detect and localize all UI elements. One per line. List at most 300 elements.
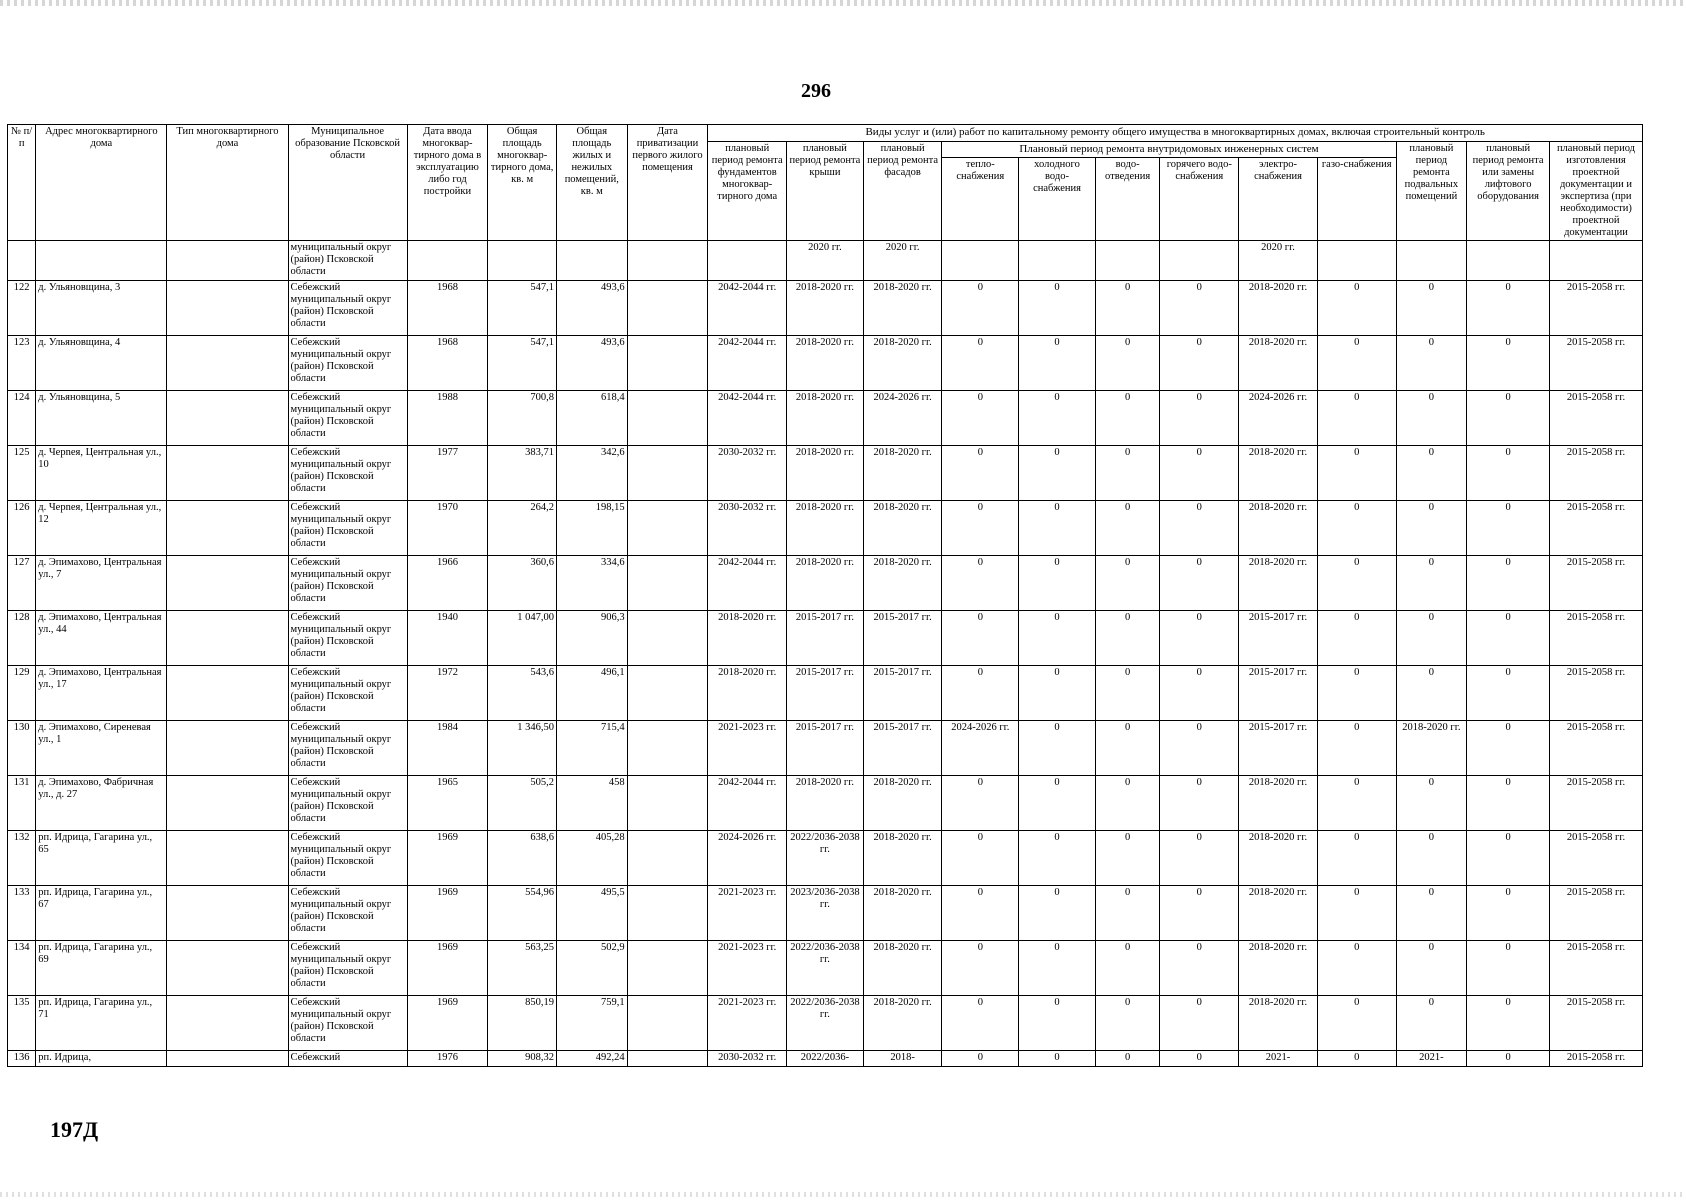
cell-num: 124 <box>8 391 36 446</box>
cell-living-area: 906,3 <box>556 611 627 666</box>
cell-sewerage: 0 <box>1095 556 1160 611</box>
cell-type <box>167 886 288 941</box>
cell-heating: 0 <box>942 666 1019 721</box>
cell-cold-water: 0 <box>1019 611 1096 666</box>
cell-sewerage: 0 <box>1095 611 1160 666</box>
header-basement: плановый период ремонта подвальных помещений <box>1396 142 1467 241</box>
header-services-group: Виды услуг и (или) работ по капитальному ремонту общего имущества в многоквартирных домах, включая строительный контроль <box>708 125 1643 142</box>
cell-roof: 2018-2020 гг. <box>787 281 864 336</box>
cell-hot-water <box>1160 241 1239 281</box>
cell-foundation: 2021-2023 гг. <box>708 721 787 776</box>
cell-address: д. Черneя, Центральная ул., 10 <box>36 446 167 501</box>
cell-hot-water: 0 <box>1160 336 1239 391</box>
cell-hot-water: 0 <box>1160 666 1239 721</box>
cell-gas: 0 <box>1317 776 1396 831</box>
cell-roof: 2015-2017 гг. <box>787 611 864 666</box>
cell-foundation: 2021-2023 гг. <box>708 886 787 941</box>
table-header <box>8 125 1643 241</box>
cell-facade: 2018-2020 гг. <box>863 446 942 501</box>
cell-num: 123 <box>8 336 36 391</box>
cell-elevator: 0 <box>1467 941 1550 996</box>
cell-gas: 0 <box>1317 831 1396 886</box>
cell-cold-water <box>1019 241 1096 281</box>
cell-foundation: 2024-2026 гг. <box>708 831 787 886</box>
cell-sewerage: 0 <box>1095 776 1160 831</box>
cell-total-area: 1 047,00 <box>488 611 557 666</box>
cell-address: д. Ульяновщина, 4 <box>36 336 167 391</box>
cell-municipality: Себежский муниципальный округ (район) Псковской области <box>288 666 407 721</box>
header-electricity: электро-снабжения <box>1239 158 1318 241</box>
cell-total-area: 264,2 <box>488 501 557 556</box>
cell-living-area: 492,24 <box>556 1051 627 1067</box>
cell-living-area: 759,1 <box>556 996 627 1051</box>
cell-elevator: 0 <box>1467 1051 1550 1067</box>
cell-roof: 2018-2020 гг. <box>787 501 864 556</box>
cell-type <box>167 721 288 776</box>
cell-cold-water: 0 <box>1019 1051 1096 1067</box>
cell-basement: 0 <box>1396 556 1467 611</box>
header-gas: газо-снабжения <box>1317 158 1396 241</box>
cell-living-area: 458 <box>556 776 627 831</box>
table-row <box>8 776 1643 831</box>
cell-roof: 2023/2036-2038 гг. <box>787 886 864 941</box>
cell-foundation: 2042-2044 гг. <box>708 776 787 831</box>
cell-cold-water: 0 <box>1019 391 1096 446</box>
cell-heating: 0 <box>942 391 1019 446</box>
cell-design-docs: 2015-2058 гг. <box>1549 446 1642 501</box>
cell-basement: 0 <box>1396 281 1467 336</box>
cell-sewerage: 0 <box>1095 996 1160 1051</box>
table-row <box>8 996 1643 1051</box>
cell-electricity: 2015-2017 гг. <box>1239 611 1318 666</box>
header-commission-date: Дата ввода многоквар-тирного дома в эксплуатацию либо год постройки <box>407 125 488 241</box>
cell-gas: 0 <box>1317 556 1396 611</box>
cell-year: 1969 <box>407 831 488 886</box>
cell-hot-water: 0 <box>1160 446 1239 501</box>
cell-total-area: 563,25 <box>488 941 557 996</box>
page-number: 296 <box>801 80 831 102</box>
cell-cold-water: 0 <box>1019 831 1096 886</box>
cell-gas: 0 <box>1317 886 1396 941</box>
cell-roof: 2018-2020 гг. <box>787 556 864 611</box>
cell-num: 131 <box>8 776 36 831</box>
cell-cold-water: 0 <box>1019 556 1096 611</box>
cell-privatization <box>627 666 708 721</box>
cell-municipality: Себежский муниципальный округ (район) Псковской области <box>288 391 407 446</box>
cell-num: 122 <box>8 281 36 336</box>
table-row <box>8 886 1643 941</box>
cell-gas: 0 <box>1317 666 1396 721</box>
table-row <box>8 941 1643 996</box>
cell-privatization <box>627 501 708 556</box>
cell-num: 128 <box>8 611 36 666</box>
cell-year: 1977 <box>407 446 488 501</box>
cell-municipality: Себежский муниципальный округ (район) Псковской области <box>288 611 407 666</box>
cell-gas: 0 <box>1317 281 1396 336</box>
cell-basement: 0 <box>1396 391 1467 446</box>
cell-type <box>167 281 288 336</box>
cell-basement <box>1396 241 1467 281</box>
cell-municipality: Себежский муниципальный округ (район) Псковской области <box>288 446 407 501</box>
header-num: № п/п <box>8 125 36 241</box>
cell-type <box>167 446 288 501</box>
cell-elevator: 0 <box>1467 556 1550 611</box>
cell-address: рп. Идрица, Гагарина ул., 69 <box>36 941 167 996</box>
cell-type <box>167 831 288 886</box>
capital-repair-table <box>7 124 1643 1067</box>
header-sewerage: водо-отведения <box>1095 158 1160 241</box>
sheet-code: 197Д <box>50 1117 99 1142</box>
cell-privatization <box>627 556 708 611</box>
cell-year: 1968 <box>407 281 488 336</box>
cell-basement: 0 <box>1396 666 1467 721</box>
cell-foundation: 2042-2044 гг. <box>708 281 787 336</box>
cell-facade: 2018-2020 гг. <box>863 941 942 996</box>
cell-address: д. Ульяновщина, 3 <box>36 281 167 336</box>
table-row <box>8 391 1643 446</box>
cell-hot-water: 0 <box>1160 996 1239 1051</box>
cell-design-docs <box>1549 241 1642 281</box>
cell-living-area: 198,15 <box>556 501 627 556</box>
cell-heating: 0 <box>942 556 1019 611</box>
cell-privatization <box>627 886 708 941</box>
cell-privatization <box>627 996 708 1051</box>
header-foundation: плановый период ремонта фундаментов многоквар-тирного дома <box>708 142 787 241</box>
cell-privatization <box>627 1051 708 1067</box>
table-row <box>8 446 1643 501</box>
cell-privatization <box>627 391 708 446</box>
cell-design-docs: 2015-2058 гг. <box>1549 1051 1642 1067</box>
cell-cold-water: 0 <box>1019 446 1096 501</box>
cell-facade: 2018-2020 гг. <box>863 281 942 336</box>
cell-foundation: 2042-2044 гг. <box>708 336 787 391</box>
header-facade: плановый период ремонта фасадов <box>863 142 942 241</box>
cell-total-area: 543,6 <box>488 666 557 721</box>
cell-electricity: 2018-2020 гг. <box>1239 281 1318 336</box>
cell-foundation: 2018-2020 гг. <box>708 666 787 721</box>
cell-heating <box>942 241 1019 281</box>
cell-facade: 2018-2020 гг. <box>863 831 942 886</box>
cell-gas: 0 <box>1317 336 1396 391</box>
cell-design-docs: 2015-2058 гг. <box>1549 336 1642 391</box>
cell-total-area: 908,32 <box>488 1051 557 1067</box>
cell-heating: 0 <box>942 941 1019 996</box>
cell-year: 1988 <box>407 391 488 446</box>
cell-address: рп. Идрица, Гагарина ул., 71 <box>36 996 167 1051</box>
cell-basement: 0 <box>1396 336 1467 391</box>
cell-cold-water: 0 <box>1019 996 1096 1051</box>
cell-foundation: 2030-2032 гг. <box>708 446 787 501</box>
cell-electricity: 2018-2020 гг. <box>1239 336 1318 391</box>
cell-year: 1966 <box>407 556 488 611</box>
cell-municipality: Себежский муниципальный округ (район) Псковской области <box>288 776 407 831</box>
cell-basement: 0 <box>1396 941 1467 996</box>
scan-edge-top <box>0 0 1686 6</box>
cell-basement: 0 <box>1396 501 1467 556</box>
cell-type <box>167 996 288 1051</box>
cell-foundation <box>708 241 787 281</box>
cell-privatization <box>627 721 708 776</box>
cell-heating: 2024-2026 гг. <box>942 721 1019 776</box>
cell-electricity: 2024-2026 гг. <box>1239 391 1318 446</box>
cell-municipality: Себежский муниципальный округ (район) Псковской области <box>288 831 407 886</box>
cell-gas: 0 <box>1317 391 1396 446</box>
cell-total-area: 547,1 <box>488 281 557 336</box>
table-row-continuation <box>8 241 1643 281</box>
cell-municipality: Себежский муниципальный округ (район) Псковской области <box>288 336 407 391</box>
cell-num: 135 <box>8 996 36 1051</box>
cell-total-area: 700,8 <box>488 391 557 446</box>
cell-electricity: 2018-2020 гг. <box>1239 941 1318 996</box>
cell-elevator <box>1467 241 1550 281</box>
cell-municipality: Себежский муниципальный округ (район) Псковской области <box>288 721 407 776</box>
cell-num: 130 <box>8 721 36 776</box>
cell-elevator: 0 <box>1467 831 1550 886</box>
table-body <box>8 241 1643 1067</box>
cell-year: 1969 <box>407 996 488 1051</box>
cell-heating: 0 <box>942 611 1019 666</box>
cell-num: 132 <box>8 831 36 886</box>
cell-sewerage: 0 <box>1095 281 1160 336</box>
cell-sewerage: 0 <box>1095 721 1160 776</box>
cell-gas: 0 <box>1317 996 1396 1051</box>
cell-type <box>167 501 288 556</box>
cell-type <box>167 556 288 611</box>
cell-num: 129 <box>8 666 36 721</box>
cell-type <box>167 666 288 721</box>
cell-privatization <box>627 776 708 831</box>
cell-privatization <box>627 281 708 336</box>
cell-design-docs: 2015-2058 гг. <box>1549 666 1642 721</box>
header-systems-group: Плановый период ремонта внутридомовых инженерных систем <box>942 142 1396 158</box>
cell-sewerage: 0 <box>1095 831 1160 886</box>
cell-municipality: Себежский муниципальный округ (район) Псковской области <box>288 501 407 556</box>
cell-total-area <box>488 241 557 281</box>
cell-basement: 0 <box>1396 446 1467 501</box>
cell-design-docs: 2015-2058 гг. <box>1549 391 1642 446</box>
cell-design-docs: 2015-2058 гг. <box>1549 886 1642 941</box>
cell-roof: 2018-2020 гг. <box>787 446 864 501</box>
cell-roof: 2022/2036-2038 гг. <box>787 831 864 886</box>
cell-roof: 2020 гг. <box>787 241 864 281</box>
cell-heating: 0 <box>942 446 1019 501</box>
cell-roof: 2015-2017 гг. <box>787 666 864 721</box>
cell-heating: 0 <box>942 336 1019 391</box>
cell-sewerage: 0 <box>1095 666 1160 721</box>
cell-foundation: 2030-2032 гг. <box>708 501 787 556</box>
cell-cold-water: 0 <box>1019 501 1096 556</box>
cell-elevator: 0 <box>1467 391 1550 446</box>
cell-heating: 0 <box>942 886 1019 941</box>
cell-municipality: муниципальный округ (район) Псковской области <box>288 241 407 281</box>
table-row <box>8 666 1643 721</box>
cell-address <box>36 241 167 281</box>
cell-living-area: 493,6 <box>556 281 627 336</box>
cell-design-docs: 2015-2058 гг. <box>1549 611 1642 666</box>
cell-design-docs: 2015-2058 гг. <box>1549 941 1642 996</box>
cell-municipality: Себежский муниципальный округ (район) Псковской области <box>288 556 407 611</box>
cell-gas: 0 <box>1317 941 1396 996</box>
header-heating: тепло-снабжения <box>942 158 1019 241</box>
cell-roof: 2018-2020 гг. <box>787 776 864 831</box>
cell-heating: 0 <box>942 996 1019 1051</box>
cell-gas: 0 <box>1317 1051 1396 1067</box>
cell-address: д. Эпимахово, Фабричная ул., д. 27 <box>36 776 167 831</box>
cell-electricity: 2015-2017 гг. <box>1239 721 1318 776</box>
cell-living-area: 502,9 <box>556 941 627 996</box>
cell-num: 136 <box>8 1051 36 1067</box>
cell-roof: 2022/2036-2038 гг. <box>787 996 864 1051</box>
cell-basement: 0 <box>1396 776 1467 831</box>
cell-electricity: 2021- <box>1239 1051 1318 1067</box>
cell-basement: 0 <box>1396 996 1467 1051</box>
header-cold-water: холодного водо-снабжения <box>1019 158 1096 241</box>
cell-basement: 2021- <box>1396 1051 1467 1067</box>
cell-year: 1976 <box>407 1051 488 1067</box>
cell-num: 126 <box>8 501 36 556</box>
cell-living-area: 342,6 <box>556 446 627 501</box>
cell-foundation: 2030-2032 гг. <box>708 1051 787 1067</box>
cell-heating: 0 <box>942 501 1019 556</box>
cell-elevator: 0 <box>1467 996 1550 1051</box>
cell-roof: 2022/2036- <box>787 1051 864 1067</box>
cell-design-docs: 2015-2058 гг. <box>1549 831 1642 886</box>
cell-address: д. Черneя, Центральная ул., 12 <box>36 501 167 556</box>
header-address: Адрес многоквартирного дома <box>36 125 167 241</box>
header-design-docs: плановый период изготовления проектной документации и экспертиза (при необходимости) проектной документации <box>1549 142 1642 241</box>
cell-foundation: 2018-2020 гг. <box>708 611 787 666</box>
cell-basement: 2018-2020 гг. <box>1396 721 1467 776</box>
cell-cold-water: 0 <box>1019 336 1096 391</box>
cell-gas: 0 <box>1317 501 1396 556</box>
cell-num: 127 <box>8 556 36 611</box>
cell-living-area: 493,6 <box>556 336 627 391</box>
cell-hot-water: 0 <box>1160 886 1239 941</box>
cell-type <box>167 776 288 831</box>
cell-heating: 0 <box>942 281 1019 336</box>
cell-sewerage: 0 <box>1095 1051 1160 1067</box>
cell-design-docs: 2015-2058 гг. <box>1549 776 1642 831</box>
cell-total-area: 850,19 <box>488 996 557 1051</box>
cell-privatization <box>627 941 708 996</box>
cell-heating: 0 <box>942 1051 1019 1067</box>
cell-living-area: 496,1 <box>556 666 627 721</box>
cell-municipality: Себежский муниципальный округ (район) Псковской области <box>288 941 407 996</box>
cell-elevator: 0 <box>1467 666 1550 721</box>
cell-address: д. Эпимахово, Центральная ул., 17 <box>36 666 167 721</box>
cell-num: 134 <box>8 941 36 996</box>
cell-year <box>407 241 488 281</box>
cell-total-area: 547,1 <box>488 336 557 391</box>
cell-heating: 0 <box>942 776 1019 831</box>
cell-facade: 2015-2017 гг. <box>863 721 942 776</box>
cell-cold-water: 0 <box>1019 281 1096 336</box>
header-total-area: Общая площадь многоквар-тирного дома, кв. м <box>488 125 557 241</box>
cell-num: 133 <box>8 886 36 941</box>
cell-design-docs: 2015-2058 гг. <box>1549 501 1642 556</box>
cell-cold-water: 0 <box>1019 721 1096 776</box>
scan-edge-bottom <box>0 1192 1686 1197</box>
cell-municipality: Себежский муниципальный округ (район) Псковской области <box>288 281 407 336</box>
cell-address: рп. Идрица, <box>36 1051 167 1067</box>
cell-basement: 0 <box>1396 611 1467 666</box>
cell-year: 1969 <box>407 886 488 941</box>
cell-sewerage: 0 <box>1095 501 1160 556</box>
cell-type <box>167 1051 288 1067</box>
cell-facade: 2018- <box>863 1051 942 1067</box>
cell-foundation: 2021-2023 гг. <box>708 996 787 1051</box>
header-living-area: Общая площадь жилых и нежилых помещений, кв. м <box>556 125 627 241</box>
cell-electricity: 2018-2020 гг. <box>1239 556 1318 611</box>
cell-address: д. Эпимахово, Сиреневая ул., 1 <box>36 721 167 776</box>
cell-total-area: 505,2 <box>488 776 557 831</box>
cell-electricity: 2018-2020 гг. <box>1239 996 1318 1051</box>
cell-address: рп. Идрица, Гагарина ул., 67 <box>36 886 167 941</box>
cell-year: 1972 <box>407 666 488 721</box>
cell-year: 1984 <box>407 721 488 776</box>
cell-privatization <box>627 241 708 281</box>
cell-gas: 0 <box>1317 446 1396 501</box>
cell-privatization <box>627 831 708 886</box>
cell-gas: 0 <box>1317 721 1396 776</box>
cell-hot-water: 0 <box>1160 721 1239 776</box>
cell-total-area: 554,96 <box>488 886 557 941</box>
cell-roof: 2018-2020 гг. <box>787 391 864 446</box>
cell-elevator: 0 <box>1467 611 1550 666</box>
cell-facade: 2018-2020 гг. <box>863 886 942 941</box>
cell-living-area: 715,4 <box>556 721 627 776</box>
cell-sewerage: 0 <box>1095 941 1160 996</box>
cell-living-area <box>556 241 627 281</box>
cell-roof: 2018-2020 гг. <box>787 336 864 391</box>
cell-hot-water: 0 <box>1160 611 1239 666</box>
cell-elevator: 0 <box>1467 281 1550 336</box>
cell-privatization <box>627 611 708 666</box>
cell-num: 125 <box>8 446 36 501</box>
cell-facade: 2018-2020 гг. <box>863 336 942 391</box>
cell-num <box>8 241 36 281</box>
cell-type <box>167 241 288 281</box>
header-municipality: Муниципальное образование Псковской области <box>288 125 407 241</box>
cell-facade: 2015-2017 гг. <box>863 611 942 666</box>
cell-type <box>167 336 288 391</box>
cell-foundation: 2042-2044 гг. <box>708 391 787 446</box>
table-row <box>8 281 1643 336</box>
cell-municipality: Себежский муниципальный округ (район) Псковской области <box>288 886 407 941</box>
cell-electricity: 2018-2020 гг. <box>1239 886 1318 941</box>
cell-year: 1969 <box>407 941 488 996</box>
header-type: Тип многоквартирного дома <box>167 125 288 241</box>
cell-living-area: 405,28 <box>556 831 627 886</box>
cell-municipality: Себежский муниципальный округ (район) Псковской области <box>288 996 407 1051</box>
cell-cold-water: 0 <box>1019 886 1096 941</box>
cell-year: 1970 <box>407 501 488 556</box>
cell-electricity: 2018-2020 гг. <box>1239 776 1318 831</box>
cell-total-area: 383,71 <box>488 446 557 501</box>
cell-electricity: 2015-2017 гг. <box>1239 666 1318 721</box>
table-row <box>8 831 1643 886</box>
cell-sewerage: 0 <box>1095 446 1160 501</box>
cell-cold-water: 0 <box>1019 776 1096 831</box>
cell-living-area: 334,6 <box>556 556 627 611</box>
header-hot-water: горячего водо-снабжения <box>1160 158 1239 241</box>
cell-year: 1940 <box>407 611 488 666</box>
cell-hot-water: 0 <box>1160 281 1239 336</box>
cell-facade: 2018-2020 гг. <box>863 996 942 1051</box>
cell-privatization <box>627 336 708 391</box>
cell-hot-water: 0 <box>1160 501 1239 556</box>
cell-facade: 2020 гг. <box>863 241 942 281</box>
